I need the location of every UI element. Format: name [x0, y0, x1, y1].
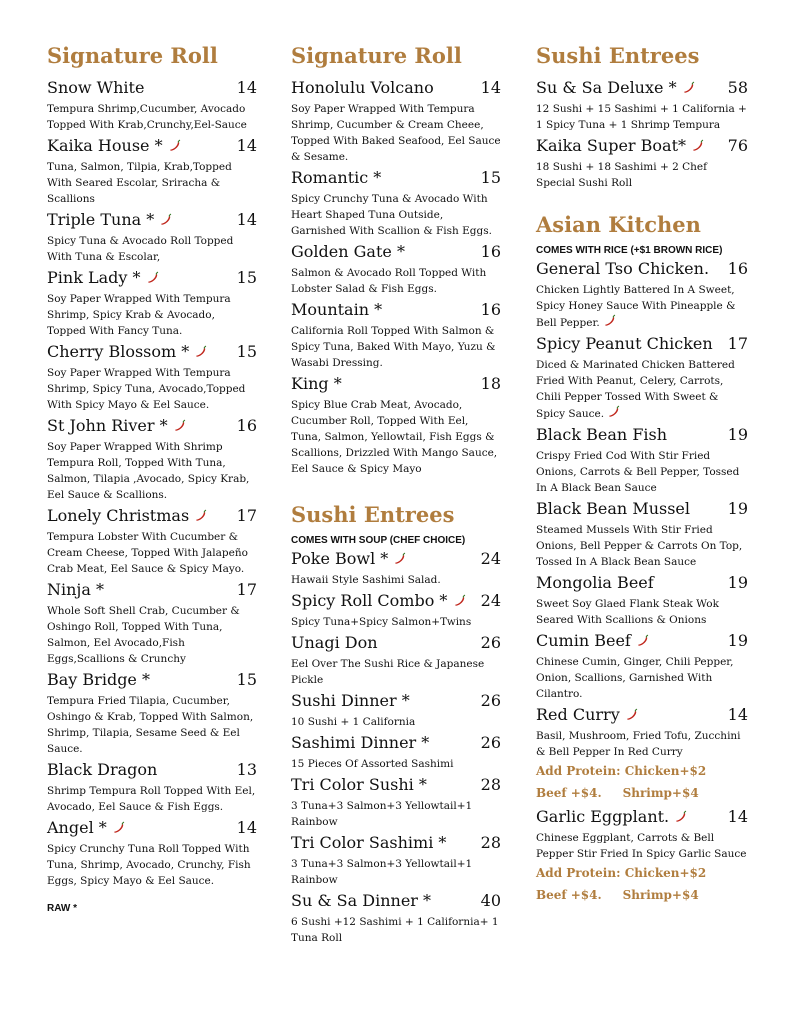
menu-item-name: Lonely Christmas [47, 506, 190, 525]
chili-pepper-icon [625, 708, 638, 721]
menu-item-description-text: Salmon & Avocado Roll Topped With Lobster Salad & Fish Eggs. [291, 267, 487, 295]
menu-item-name: King * [291, 374, 342, 393]
chili-pepper-icon [194, 345, 207, 358]
menu-item-header [291, 167, 501, 189]
menu-item-description [47, 291, 257, 339]
chili-pepper-icon [393, 552, 406, 565]
menu-item-title [47, 669, 150, 691]
menu-item-description [291, 265, 501, 297]
menu-item-header [291, 590, 501, 612]
menu-item [291, 732, 501, 772]
section-subtitle: COMES WITH RICE (+$1 BROWN RICE) [536, 245, 723, 256]
menu-item-description [291, 572, 501, 588]
menu-item-price: 14 [236, 818, 257, 837]
menu-item-description [47, 101, 257, 133]
menu-item-price: 28 [480, 775, 501, 794]
menu-item-description [291, 323, 501, 371]
chili-pepper-icon [691, 139, 704, 152]
menu-item-description [47, 693, 257, 757]
column-middle [291, 44, 501, 948]
menu-item [291, 774, 501, 830]
menu-item-name: Tri Color Sushi * [291, 775, 427, 794]
menu-item-title [47, 505, 207, 527]
menu-item-description-text: Soy Paper Wrapped With Shrimp Tempura Roll, Topped With Tuna, Salmon, Tilapia ,Avocado, Spicy Krab, Eel Sauce & Scallions. [47, 441, 250, 501]
menu-list [291, 548, 501, 946]
menu-item [536, 258, 748, 331]
menu-item [47, 415, 257, 503]
menu-item-header [536, 77, 748, 99]
menu-item-description-text: Sweet Soy Glaed Flank Steak Wok Seared With Scallions & Onions [536, 598, 719, 626]
section-title-sushi-entrees: Sushi Entrees [536, 43, 700, 68]
menu-item-description [536, 654, 748, 702]
menu-item-description-text: Chinese Cumin, Ginger, Chili Pepper, Onion, Scallions, Garnished With Cilantro. [536, 656, 734, 700]
menu-item-price: 16 [480, 300, 501, 319]
menu-item-name: Red Curry [536, 705, 620, 724]
menu-item-title [291, 77, 434, 99]
chili-pepper-icon [146, 271, 159, 284]
menu-item-title [536, 806, 687, 828]
chili-pepper-icon [168, 139, 181, 152]
menu-item-title [291, 590, 466, 612]
menu-item-description-text: Tempura Fried Tilapia, Cucumber, Oshingo & Krab, Topped With Salmon, Shrimp, Tilapia, Sesame Seed & Eel Sauce. [47, 695, 254, 755]
menu-item [291, 590, 501, 630]
menu-item-description-text: California Roll Topped With Salmon & Spicy Tuna, Baked With Mayo, Yuzu & Wasabi Dressing. [291, 325, 496, 369]
menu-item-price: 15 [236, 268, 257, 287]
menu-item-description [536, 159, 748, 191]
menu-item-description [536, 282, 748, 331]
section-subtitle: COMES WITH SOUP (CHEF CHOICE) [291, 535, 466, 546]
menu-item-title [47, 579, 104, 601]
menu-item [536, 806, 748, 906]
menu-item-title [536, 333, 713, 355]
menu-item-name: General Tso Chicken. [536, 259, 710, 278]
menu-item-name: Spicy Roll Combo * [291, 591, 448, 610]
menu-item-title [291, 167, 381, 189]
chili-pepper-icon [682, 81, 695, 94]
menu-item-description-text: Tempura Lobster With Cucumber & Cream Cheese, Topped With Jalapeño Crab Meat, Eel Sauce & Spicy Mayo. [47, 531, 248, 575]
menu-item-name: Tri Color Sashimi * [291, 833, 447, 852]
menu-item-name: Black Bean Fish [536, 425, 668, 444]
menu-item-name: Mongolia Beef [536, 573, 654, 592]
menu-item [536, 135, 748, 191]
menu-item-description-text: Shrimp Tempura Roll Topped With Eel, Avocado, Eel Sauce & Fish Eggs. [47, 785, 256, 813]
menu-item [536, 704, 748, 804]
section-title-signature-roll: Signature Roll [47, 43, 218, 68]
menu-item-name: Triple Tuna * [47, 210, 155, 229]
menu-item-name: Su & Sa Deluxe * [536, 78, 677, 97]
menu-item [291, 241, 501, 297]
menu-item-description [47, 529, 257, 577]
menu-item-title [47, 341, 207, 363]
chili-pepper-icon [607, 405, 620, 418]
menu-item-description [536, 448, 748, 496]
menu-item-header [47, 267, 257, 289]
menu-item-description [47, 159, 257, 207]
menu-item-description-text: Steamed Mussels With Stir Fried Onions, Bell Pepper & Carrots On Top, Tossed In A Black Bean Sauce [536, 524, 743, 568]
menu-item-price: 24 [480, 591, 501, 610]
menu-item-description-text: Spicy Blue Crab Meat, Avocado, Cucumber Roll, Topped With Eel, Tuna, Salmon, Yellowtail, Fish Eggs & Scallions, Drizzled With Mango Sauce, Eel Sauce & Spicy Mayo [291, 399, 498, 475]
menu-item-header [536, 135, 748, 157]
menu-item-price: 14 [236, 78, 257, 97]
menu-item-price: 26 [480, 691, 501, 710]
menu-item-description-text: 3 Tuna+3 Salmon+3 Yellowtail+1 Rainbow [291, 800, 473, 828]
menu-item-title [47, 209, 172, 231]
menu-item-description-text: 10 Sushi + 1 California [291, 716, 416, 728]
menu-item [291, 890, 501, 946]
menu-item-price: 24 [480, 549, 501, 568]
menu-item-name: Snow White [47, 78, 145, 97]
menu-item-name: Kaika House * [47, 136, 163, 155]
menu-item-title [291, 241, 405, 263]
menu-item [47, 341, 257, 413]
menu-item [536, 630, 748, 702]
menu-item-name: Sashimi Dinner * [291, 733, 430, 752]
menu-item-title [291, 732, 429, 754]
menu-item-description-text: Tempura Shrimp,Cucumber, Avocado Topped With Krab,Crunchy,Eel-Sauce [47, 103, 247, 131]
menu-item-price: 19 [727, 573, 748, 592]
menu-item-description-text: Eel Over The Sushi Rice & Japanese Pickle [291, 658, 485, 686]
menu-item [291, 373, 501, 477]
menu-item-title [536, 424, 667, 446]
menu-item-title [536, 572, 654, 594]
add-protein-note: Add Protein: Chicken+$2 [536, 764, 707, 778]
menu-item-description [47, 365, 257, 413]
menu-item-title [536, 704, 638, 726]
menu-item-header [291, 732, 501, 754]
menu-item-description [291, 714, 501, 730]
menu-item-name: Ninja * [47, 580, 105, 599]
menu-list [47, 77, 257, 889]
menu-item-price: 26 [480, 733, 501, 752]
menu-item-title [291, 548, 406, 570]
menu-item [536, 77, 748, 133]
menu-item-header [291, 373, 501, 395]
chili-pepper-icon [636, 634, 649, 647]
menu-item [291, 299, 501, 371]
menu-item-header [291, 548, 501, 570]
menu-item-price: 14 [727, 705, 748, 724]
menu-item-name: Poke Bowl * [291, 549, 389, 568]
column-left [47, 44, 257, 914]
menu-item-description-text: Soy Paper Wrapped With Tempura Shrimp, Spicy Krab & Avocado, Topped With Fancy Tuna. [47, 293, 231, 337]
menu-item-description [291, 614, 501, 630]
menu-item-price: 16 [480, 242, 501, 261]
add-protein-note: Beef +$4. Shrimp+$4 [536, 888, 699, 902]
menu-item-price: 14 [236, 136, 257, 155]
chili-pepper-icon [674, 810, 687, 823]
menu-item-description-text: Chinese Eggplant, Carrots & Bell Pepper Stir Fried In Spicy Garlic Sauce [536, 832, 747, 860]
menu-item-description-text: Spicy Tuna & Avocado Roll Topped With Tuna & Escolar, [47, 235, 234, 263]
menu-item-description [47, 783, 257, 815]
menu-item-header [47, 579, 257, 601]
menu-item-description-text: 3 Tuna+3 Salmon+3 Yellowtail+1 Rainbow [291, 858, 473, 886]
menu-item [47, 817, 257, 889]
menu-item-price: 28 [480, 833, 501, 852]
menu-item-price: 16 [236, 416, 257, 435]
menu-item-price: 76 [727, 136, 748, 155]
menu-item-header [536, 333, 748, 355]
menu-item-price: 40 [480, 891, 501, 910]
menu-item-title [47, 759, 157, 781]
column-right [536, 44, 748, 908]
menu-item-name: Cherry Blossom * [47, 342, 190, 361]
menu-list [291, 77, 501, 477]
menu-item-description [536, 101, 748, 133]
menu-item-price: 19 [727, 631, 748, 650]
menu-item-description [47, 439, 257, 503]
menu-item-name: Su & Sa Dinner * [291, 891, 432, 910]
menu-item-name: Cumin Beef [536, 631, 631, 650]
menu-item-description [291, 656, 501, 688]
menu-item [291, 832, 501, 888]
menu-item [291, 632, 501, 688]
menu-item-description [536, 357, 748, 422]
chili-pepper-icon [173, 419, 186, 432]
menu-item-title [536, 258, 709, 280]
menu-item-description [536, 596, 748, 628]
section-title-sushi-entrees: Sushi Entrees [291, 502, 455, 527]
menu-item-header [47, 135, 257, 157]
menu-item [47, 669, 257, 757]
menu-item-name: Pink Lady * [47, 268, 141, 287]
menu-item-title [536, 630, 649, 652]
menu-item-description [536, 522, 748, 570]
menu-item-header [291, 832, 501, 854]
menu-item-header [291, 774, 501, 796]
menu-item-description-text: Diced & Marinated Chicken Battered Fried With Peanut, Celery, Carrots, Chili Pepper Tossed With Sweet & Spicy Sauce. [536, 359, 735, 420]
menu-item-description-text: Hawaii Style Sashimi Salad. [291, 574, 441, 586]
menu-item-name: Sushi Dinner * [291, 691, 410, 710]
menu-item-description-text: Whole Soft Shell Crab, Cucumber & Oshingo Roll, Topped With Tuna, Salmon, Eel Avocado,Fish Eggs,Scallions & Crunchy [47, 605, 240, 665]
chili-pepper-icon [194, 509, 207, 522]
chili-pepper-icon [453, 594, 466, 607]
menu-item [47, 505, 257, 577]
chili-pepper-icon [159, 213, 172, 226]
menu-item [291, 167, 501, 239]
menu-item-price: 15 [236, 670, 257, 689]
menu-item-header [291, 241, 501, 263]
menu-item-price: 26 [480, 633, 501, 652]
menu-item-header [47, 759, 257, 781]
menu-item-name: Unagi Don [291, 633, 378, 652]
menu-item-description [47, 841, 257, 889]
menu-item-description-text: Tuna, Salmon, Tilpia, Krab,Topped With Seared Escolar, Sriracha & Scallions [47, 161, 232, 205]
menu-item-description-text: Crispy Fried Cod With Stir Fried Onions, Carrots & Bell Pepper, Tossed In A Black Bean Sauce [536, 450, 740, 494]
menu-item-title [47, 77, 144, 99]
menu-item-price: 14 [236, 210, 257, 229]
menu-item-name: Bay Bridge * [47, 670, 150, 689]
menu-item-description [47, 233, 257, 265]
section-title-asian-kitchen: Asian Kitchen [536, 212, 701, 237]
menu-item-header [47, 669, 257, 691]
menu-item-header [47, 505, 257, 527]
menu-item-header [536, 424, 748, 446]
menu-item-title [536, 77, 695, 99]
menu-item-title [536, 135, 704, 157]
menu-item-price: 17 [236, 580, 257, 599]
menu-item [47, 209, 257, 265]
menu-item-header [536, 806, 748, 828]
menu-item-description-text: 18 Sushi + 18 Sashimi + 2 Chef Special Sushi Roll [536, 161, 707, 189]
menu-item-price: 14 [480, 78, 501, 97]
menu-item [291, 690, 501, 730]
menu-item-description [291, 101, 501, 165]
menu-item-title [47, 267, 159, 289]
menu-item-title [291, 832, 446, 854]
menu-item [47, 267, 257, 339]
menu-item-price: 14 [727, 807, 748, 826]
menu-item-header [47, 77, 257, 99]
menu-item-header [536, 498, 748, 520]
menu-item-description [536, 830, 748, 862]
menu-item-price: 17 [236, 506, 257, 525]
menu-item-description [536, 728, 748, 760]
chili-pepper-icon [112, 821, 125, 834]
menu-item-title [536, 498, 690, 520]
menu-item-description [291, 191, 501, 239]
menu-item-title [291, 690, 410, 712]
menu-item-title [47, 817, 125, 839]
menu-item [536, 572, 748, 628]
menu-item-title [47, 415, 186, 437]
menu-item-description-text: Chicken Lightly Battered In A Sweet, Spicy Honey Sauce With Pineapple & Bell Pepper. [536, 284, 736, 329]
menu-item-price: 19 [727, 425, 748, 444]
menu-item-name: Romantic * [291, 168, 382, 187]
menu-item-title [291, 774, 427, 796]
menu-item [47, 135, 257, 207]
menu-item-description [291, 856, 501, 888]
menu-item-name: Mountain * [291, 300, 383, 319]
menu-item-name: Garlic Eggplant. [536, 807, 670, 826]
menu-item-title [291, 299, 382, 321]
menu-item-description-text: Soy Paper Wrapped With Tempura Shrimp, Spicy Tuna, Avocado,Topped With Spicy Mayo & Eel Sauce. [47, 367, 246, 411]
menu-item-price: 13 [236, 760, 257, 779]
menu-item [291, 548, 501, 588]
menu-item [536, 424, 748, 496]
menu-item-description-text: Spicy Crunchy Tuna Roll Topped With Tuna, Shrimp, Avocado, Crunchy, Fish Eggs, Spicy Mayo & Eel Sauce. [47, 843, 251, 887]
menu-item-header [291, 632, 501, 654]
menu-item [536, 498, 748, 570]
menu-item-name: Black Dragon [47, 760, 158, 779]
menu-item-price: 19 [727, 499, 748, 518]
menu-item-description-text: Spicy Crunchy Tuna & Avocado With Heart Shaped Tuna Outside, Garnished With Scallion & Fish Eggs. [291, 193, 492, 237]
menu-item-name: Spicy Peanut Chicken [536, 334, 713, 353]
menu-item-header [47, 341, 257, 363]
menu-item-name: St John River * [47, 416, 168, 435]
menu-item [47, 759, 257, 815]
menu-item-price: 15 [480, 168, 501, 187]
menu-item [291, 77, 501, 165]
menu-list [536, 258, 748, 906]
menu-item-description [47, 603, 257, 667]
menu-item-description-text: Basil, Mushroom, Fried Tofu, Zucchini & Bell Pepper In Red Curry [536, 730, 741, 758]
menu-item-header [536, 258, 748, 280]
raw-note: RAW * [47, 903, 77, 914]
menu-item-header [47, 415, 257, 437]
menu-item-name: Angel * [47, 818, 107, 837]
menu-item-description [291, 914, 501, 946]
menu-item-description-text: Spicy Tuna+Spicy Salmon+Twins [291, 616, 472, 628]
menu-item-header [536, 630, 748, 652]
menu-item-description [291, 798, 501, 830]
menu-item-header [291, 77, 501, 99]
add-protein-note: Beef +$4. Shrimp+$4 [536, 786, 699, 800]
menu-item-price: 58 [727, 78, 748, 97]
menu-item [536, 333, 748, 422]
menu-item-description-text: 15 Pieces Of Assorted Sashimi [291, 758, 454, 770]
section-title-signature-roll: Signature Roll [291, 43, 462, 68]
menu-item-description-text: 12 Sushi + 15 Sashimi + 1 California + 1 Spicy Tuna + 1 Shrimp Tempura [536, 103, 747, 131]
menu-item-header [291, 299, 501, 321]
menu-item-title [47, 135, 181, 157]
menu-item-name: Black Bean Mussel [536, 499, 691, 518]
menu-item-description [291, 397, 501, 477]
menu-item-title [291, 373, 342, 395]
add-protein-note: Add Protein: Chicken+$2 [536, 866, 707, 880]
menu-item [47, 579, 257, 667]
menu-list [536, 77, 748, 191]
menu-item-header [536, 572, 748, 594]
menu-item-description [291, 756, 501, 772]
menu-item-name: Golden Gate * [291, 242, 405, 261]
menu-item-title [291, 632, 378, 654]
menu-item-price: 15 [236, 342, 257, 361]
menu-item-description-text: Soy Paper Wrapped With Tempura Shrimp, Cucumber & Cream Cheee, Topped With Baked Seafood, Eel Sauce & Sesame. [291, 103, 501, 163]
menu-item-price: 16 [727, 259, 748, 278]
menu-item-name: Kaika Super Boat* [536, 136, 686, 155]
menu-item-header [536, 704, 748, 726]
menu-item-price: 18 [480, 374, 501, 393]
menu-item-header [47, 817, 257, 839]
menu-item [47, 77, 257, 133]
menu-item-header [47, 209, 257, 231]
menu-item-title [291, 890, 431, 912]
menu-item-header [291, 890, 501, 912]
menu-item-description-text: 6 Sushi +12 Sashimi + 1 California+ 1 Tuna Roll [291, 916, 499, 944]
menu-item-price: 17 [727, 334, 748, 353]
menu-item-header [291, 690, 501, 712]
chili-pepper-icon [603, 314, 616, 327]
menu-item-name: Honolulu Volcano [291, 78, 434, 97]
